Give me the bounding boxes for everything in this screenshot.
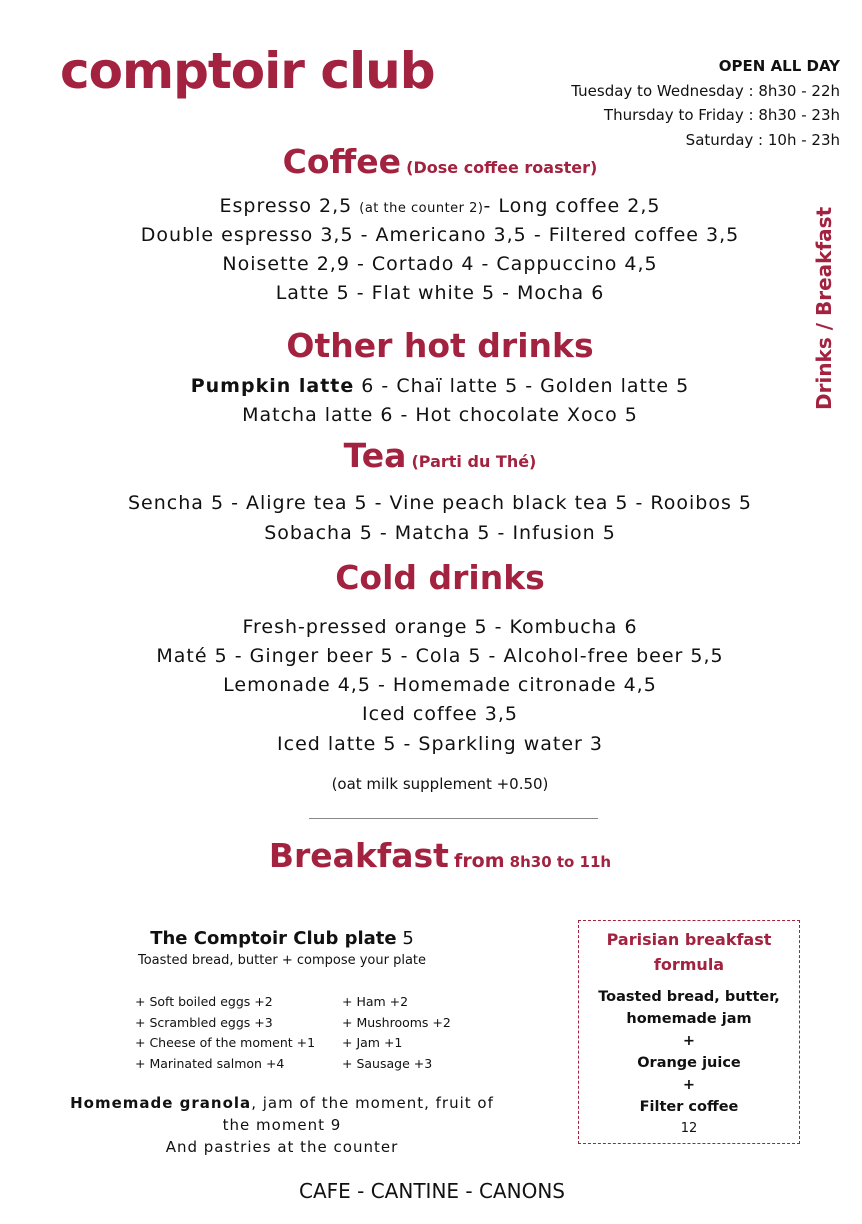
plate-option: + Soft boiled eggs +2 bbox=[135, 994, 273, 1009]
formula-title: Parisian breakfast formula bbox=[606, 930, 772, 974]
tea-title: Tea bbox=[343, 436, 407, 475]
plate-options-right bbox=[342, 992, 451, 1074]
plate-heading bbox=[60, 928, 504, 949]
plate-option: + Scrambled eggs +3 bbox=[135, 1014, 273, 1030]
brand-title: comptoir club bbox=[60, 42, 435, 100]
cold-drinks-line: Maté 5 - Ginger beer 5 - Cola 5 - Alcohol-free beer 5,5 bbox=[156, 645, 724, 667]
hot-drinks-heading bbox=[0, 326, 862, 366]
cold-drinks-line: Lemonade 4,5 - Homemade citronade 4,5 bbox=[223, 674, 657, 696]
coffee-heading bbox=[0, 142, 862, 182]
plate-price: 5 bbox=[402, 928, 414, 949]
hot-drinks-line: Matcha latte 6 - Hot chocolate Xoco 5 bbox=[242, 404, 638, 426]
pastries-line: And pastries at the counter bbox=[165, 1138, 399, 1156]
tea-line: Sobacha 5 - Matcha 5 - Infusion 5 bbox=[264, 522, 616, 544]
hot-drinks-title: Other hot drinks bbox=[286, 326, 594, 365]
coffee-subtitle: (Dose coffee roaster) bbox=[406, 158, 598, 177]
formula-item: Orange juice bbox=[637, 1055, 741, 1071]
tea-line: Sencha 5 - Aligre tea 5 - Vine peach black tea 5 - Rooibos 5 bbox=[127, 492, 753, 514]
plate-option: + Cheese of the moment +1 bbox=[135, 1035, 316, 1050]
plate-option: + Mushrooms +2 bbox=[342, 1014, 451, 1030]
breakfast-title: Breakfast bbox=[268, 836, 449, 875]
coffee-note: (at the counter 2) bbox=[359, 201, 484, 216]
breakfast-from: from bbox=[454, 850, 505, 872]
coffee-line: Latte 5 - Flat white 5 - Mocha 6 bbox=[275, 282, 605, 304]
formula-item: Filter coffee bbox=[639, 1099, 739, 1115]
plate-option: + Marinated salmon +4 bbox=[135, 1055, 285, 1071]
coffee-line: Double espresso 3,5 - Americano 3,5 - Filtered coffee 3,5 bbox=[140, 224, 740, 246]
granola-title: Homemade granola bbox=[70, 1094, 252, 1112]
section-divider bbox=[309, 818, 598, 819]
breakfast-hours: 8h30 to 11h bbox=[509, 853, 612, 871]
coffee-line: Noisette 2,9 - Cortado 4 - Cappuccino 4,5 bbox=[222, 253, 658, 275]
tea-heading bbox=[0, 436, 862, 476]
hot-drinks-line bbox=[0, 372, 862, 401]
hours-line: Tuesday to Wednesday : 8h30 - 22h bbox=[571, 81, 840, 100]
coffee-line bbox=[0, 192, 862, 223]
hours-title: OPEN ALL DAY bbox=[718, 57, 840, 75]
granola-line bbox=[60, 1092, 504, 1136]
coffee-item: - Long coffee 2,5 bbox=[483, 195, 661, 217]
plate-option: + Sausage +3 bbox=[342, 1055, 433, 1071]
tea-subtitle: (Parti du Thé) bbox=[411, 452, 537, 471]
cold-drinks-title: Cold drinks bbox=[335, 558, 545, 597]
granola-block bbox=[60, 1092, 504, 1158]
cold-drinks-line: Fresh-pressed orange 5 - Kombucha 6 bbox=[242, 616, 638, 638]
footer-tagline: CAFE - CANTINE - CANONS bbox=[299, 1179, 565, 1203]
hot-drinks-items: 6 - Chaï latte 5 - Golden latte 5 bbox=[354, 375, 690, 397]
opening-hours bbox=[571, 54, 840, 152]
breakfast-heading bbox=[0, 836, 862, 876]
coffee-item: Espresso 2,5 bbox=[219, 195, 360, 217]
oat-milk-note: (oat milk supplement +0.50) bbox=[331, 775, 549, 793]
plate-option: + Ham +2 bbox=[342, 994, 409, 1009]
breakfast-formula-box bbox=[578, 920, 800, 1144]
formula-item: Toasted bread, butter, homemade jam bbox=[598, 989, 780, 1027]
granola-desc: , jam of the moment, fruit of the moment 9 bbox=[222, 1094, 494, 1134]
formula-price: 12 bbox=[680, 1121, 698, 1136]
formula-plus: + bbox=[682, 1077, 696, 1093]
cold-drinks-heading bbox=[0, 558, 862, 598]
cold-drinks-line: Iced coffee 3,5 bbox=[362, 703, 518, 725]
coffee-title: Coffee bbox=[282, 142, 402, 181]
plate-block bbox=[60, 928, 504, 1071]
plate-title: The Comptoir Club plate bbox=[150, 928, 397, 949]
formula-items bbox=[579, 986, 799, 1140]
cold-drinks-line: Iced latte 5 - Sparkling water 3 bbox=[277, 733, 603, 755]
formula-plus: + bbox=[682, 1033, 696, 1049]
hours-line: Saturday : 10h - 23h bbox=[685, 130, 840, 149]
plate-option: + Jam +1 bbox=[342, 1035, 403, 1050]
plate-subtitle: Toasted bread, butter + compose your plate bbox=[137, 953, 427, 968]
hot-drinks-highlight: Pumpkin latte bbox=[190, 375, 355, 397]
plate-options-left bbox=[135, 992, 315, 1074]
hours-line: Thursday to Friday : 8h30 - 23h bbox=[603, 106, 840, 124]
side-section-label: Drinks / Breakfast bbox=[812, 206, 836, 410]
